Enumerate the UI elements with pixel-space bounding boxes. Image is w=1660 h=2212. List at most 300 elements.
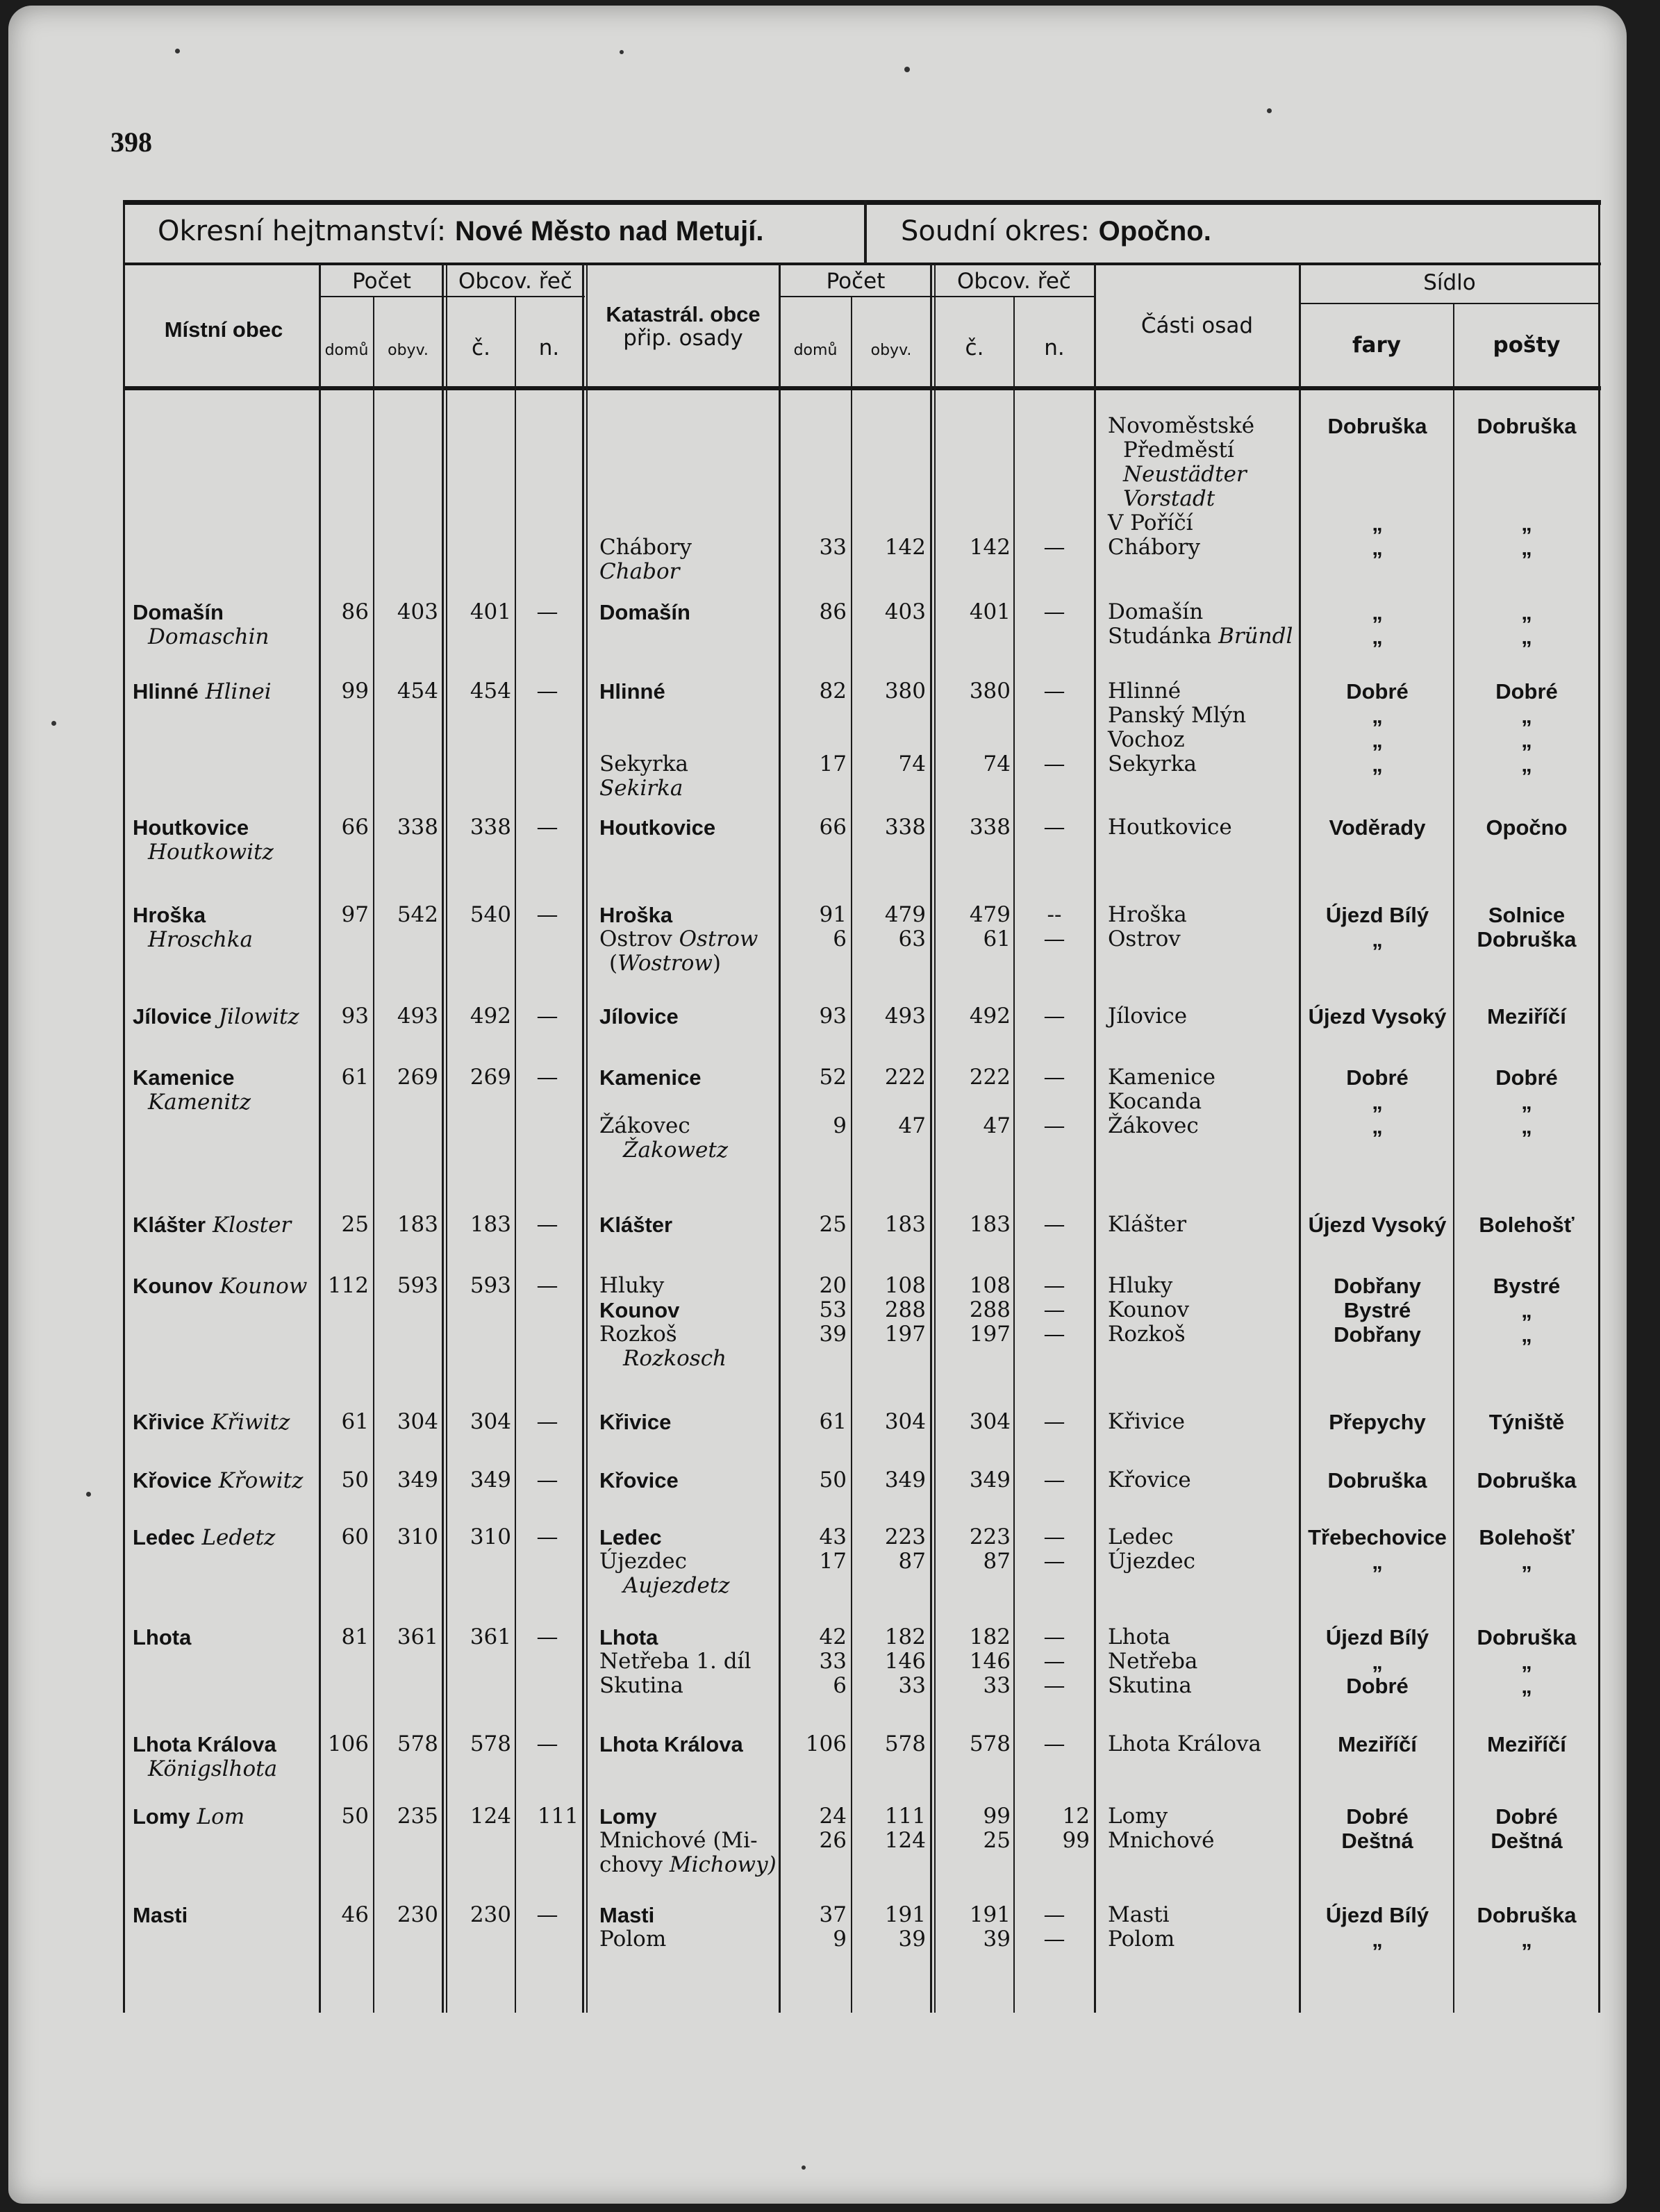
obec-domu: 66: [341, 815, 369, 840]
kat-domu: 42: [819, 1624, 847, 1649]
kat-obyv: 39: [898, 1927, 926, 1952]
kat-obyv: 191: [884, 1902, 926, 1927]
kat-obyv: 222: [884, 1065, 926, 1090]
obec-obyv: 230: [397, 1902, 438, 1927]
col-pocet: Počet: [352, 269, 411, 294]
cast-osady: Kamenice: [1108, 1065, 1215, 1090]
obec-name: [133, 1004, 317, 1029]
sidlo-fara: „: [1372, 600, 1383, 624]
katastral-name: Houtkovice: [599, 815, 716, 840]
obec-domu: 46: [341, 1902, 369, 1927]
col-domu: domů: [324, 342, 369, 359]
sidlo-fara: „: [1372, 1090, 1383, 1114]
sidlo-fara: „: [1372, 1649, 1383, 1674]
kat-domu: 25: [819, 1212, 847, 1237]
katastral-name: Újezdec: [599, 1549, 687, 1574]
kat-c: 380: [969, 679, 1011, 704]
cast-osady: Ledec: [1108, 1524, 1174, 1549]
obec-name: [133, 1410, 317, 1435]
obec-c: 349: [470, 1467, 511, 1492]
obec-cz: Masti: [133, 1903, 188, 1927]
sidlo-fara: Újezd Vysoký: [1308, 1004, 1447, 1029]
kat-c: 33: [983, 1673, 1011, 1698]
sidlo-fara: Přepychy: [1329, 1410, 1426, 1434]
sidlo-posta: Bolehošť: [1479, 1213, 1575, 1237]
sidlo-posta: Dobruška: [1477, 1625, 1577, 1649]
kat-n: —: [1043, 1549, 1065, 1574]
obec-name: [133, 679, 317, 704]
kat-n: —: [1043, 1212, 1065, 1237]
kat-c: 304: [969, 1409, 1011, 1434]
obec-name: [133, 1903, 317, 1928]
cast-osady: Vochoz: [1108, 727, 1185, 752]
sidlo-posta: „: [1521, 511, 1532, 535]
obec-n: —: [536, 1902, 558, 1927]
sidlo-posta: Dobré: [1495, 679, 1558, 704]
obec-cz: Kamenice: [133, 1065, 235, 1090]
cast-osady: Houtkovice: [1108, 815, 1232, 840]
sidlo-fara: Dobré: [1346, 1065, 1409, 1090]
col-mistni-obec: Místní obec: [164, 317, 283, 342]
obec-de: Hroschka: [148, 927, 254, 952]
obec-n: —: [536, 1273, 558, 1298]
obec-obyv: 361: [397, 1624, 438, 1649]
cast-osady: Skutina: [1108, 1673, 1192, 1698]
obec-cz: Houtkovice: [133, 815, 249, 840]
obec-cz: Křovice: [133, 1468, 212, 1492]
obec-cz: Křivice: [133, 1410, 205, 1434]
obec-obyv: 578: [397, 1731, 438, 1756]
obec-domu: 81: [341, 1624, 369, 1649]
kat-domu: 50: [819, 1467, 847, 1492]
col-c: č.: [472, 335, 490, 360]
soud-name: Opočno.: [1098, 216, 1211, 247]
kat-c: 74: [983, 751, 1011, 776]
sidlo-posta: „: [1521, 1298, 1532, 1322]
obec-obyv: 593: [397, 1273, 438, 1298]
kat-domu: 33: [819, 535, 847, 560]
obec-n: —: [536, 599, 558, 624]
sidlo-posta: „: [1521, 1649, 1532, 1674]
obec-de: Jilowitz: [218, 1004, 299, 1029]
obec-name: [133, 1213, 317, 1238]
obec-cz: Lhota: [133, 1625, 192, 1649]
kat-obyv: 183: [884, 1212, 926, 1237]
obec-c: 124: [470, 1804, 511, 1829]
obec-name: [133, 1804, 317, 1829]
obec-n: —: [536, 1467, 558, 1492]
sidlo-posta: Dobruška: [1477, 1903, 1577, 1927]
cast-osady: Panský Mlýn: [1108, 703, 1247, 728]
cast-osady: Domašín: [1108, 599, 1204, 624]
cast-osady: Hroška: [1108, 902, 1187, 927]
kat-n: —: [1043, 815, 1065, 840]
kat-domu: 37: [819, 1902, 847, 1927]
obec-obyv: 269: [397, 1065, 438, 1090]
kat-n: —: [1043, 1624, 1065, 1649]
kat-obyv: 493: [884, 1004, 926, 1029]
obec-n: —: [536, 815, 558, 840]
sidlo-posta: „: [1521, 704, 1532, 728]
cast-osady: V Poříčí: [1108, 510, 1193, 535]
col-obyv: obyv.: [388, 342, 429, 359]
obec-obyv: 304: [397, 1409, 438, 1434]
obec-c: 578: [470, 1731, 511, 1756]
statistics-table: [123, 200, 1601, 2013]
kat-domu: 17: [819, 751, 847, 776]
obec-domu: 99: [341, 679, 369, 704]
obec-c: 540: [470, 902, 511, 927]
kat-c: 146: [969, 1649, 1011, 1674]
obec-de: Houtkowitz: [148, 840, 274, 865]
obec-de: Kamenitz: [148, 1090, 251, 1115]
cast-osady: Žákovec: [1108, 1113, 1199, 1138]
obec-cz: Lhota Králova: [133, 1732, 276, 1756]
sidlo-fara: Třebechovice: [1308, 1525, 1447, 1549]
katastral-name: Chábory Chabor: [599, 535, 692, 584]
kat-obyv: 146: [884, 1649, 926, 1674]
kat-c: 39: [983, 1927, 1011, 1952]
obec-cz: Jílovice: [133, 1004, 212, 1029]
sidlo-fara: Újezd Bílý: [1325, 903, 1429, 927]
sidlo-posta: Týniště: [1488, 1410, 1565, 1434]
katastral-name: Křivice: [599, 1410, 672, 1434]
katastral-name: Ostrov Ostrow: [599, 926, 758, 951]
sidlo-fara: „: [1372, 624, 1383, 649]
obec-obyv: 542: [397, 902, 438, 927]
col-obcov-rec-2: Obcov. řeč: [957, 269, 1071, 294]
kat-obyv: 124: [884, 1828, 926, 1853]
obec-obyv: 338: [397, 815, 438, 840]
sidlo-fara: Dobruška: [1327, 414, 1427, 438]
obec-domu: 61: [341, 1409, 369, 1434]
scanned-page: [8, 6, 1627, 2204]
kat-domu: 6: [833, 926, 847, 951]
sidlo-fara: Voděrady: [1329, 815, 1426, 840]
cast-osady: Neustädter: [1123, 462, 1247, 487]
sidlo-fara: „: [1372, 1927, 1383, 1952]
col-prip-osady: přip. osady: [623, 326, 743, 351]
kat-domu: 52: [819, 1065, 847, 1090]
sidlo-fara: Újezd Vysoký: [1308, 1213, 1447, 1237]
sidlo-posta: „: [1521, 1549, 1532, 1574]
katastral-name: Klášter: [599, 1213, 673, 1237]
obec-n: —: [536, 1624, 558, 1649]
sidlo-posta: „: [1521, 624, 1532, 649]
kat-c: 183: [969, 1212, 1011, 1237]
col-katastral: Katastrál. obce: [606, 302, 761, 326]
kat-c: 191: [969, 1902, 1011, 1927]
obec-de: Hlinei: [205, 679, 272, 704]
obec-cz: Lomy: [133, 1804, 190, 1829]
kat-n: —: [1043, 926, 1065, 951]
sidlo-fara: „: [1372, 728, 1383, 752]
col-casti-osad: Části osad: [1140, 313, 1254, 338]
kat-n: —: [1043, 679, 1065, 704]
katastral-name: Netřeba 1. díl: [599, 1649, 752, 1674]
obec-name: [133, 600, 317, 649]
obec-n: —: [536, 1004, 558, 1029]
obec-domu: 106: [327, 1731, 369, 1756]
obec-n: —: [536, 1212, 558, 1237]
sidlo-fara: Dobřany: [1334, 1274, 1421, 1298]
kat-domu: 53: [819, 1297, 847, 1322]
obec-cz: Ledec: [133, 1525, 195, 1549]
col-pocet-2: Počet: [826, 269, 886, 294]
kat-domu: 91: [819, 902, 847, 927]
cast-osady: Kounov: [1108, 1297, 1190, 1322]
obec-c: 230: [470, 1902, 511, 1927]
obec-cz: Domašín: [133, 600, 224, 624]
sidlo-fara: Dobré: [1346, 679, 1409, 704]
kat-domu: 20: [819, 1273, 847, 1298]
sidlo-posta: Dobré: [1495, 1804, 1558, 1829]
obec-name: [133, 815, 317, 865]
kat-c: 401: [969, 599, 1011, 624]
sidlo-posta: „: [1521, 1090, 1532, 1114]
sidlo-fara: Újezd Bílý: [1325, 1903, 1429, 1927]
obec-domu: 93: [341, 1004, 369, 1029]
sidlo-posta: Dobruška: [1477, 1468, 1577, 1492]
kat-obyv: 108: [884, 1273, 926, 1298]
sidlo-fara: „: [1372, 752, 1383, 776]
kat-n: —: [1043, 599, 1065, 624]
kat-n: —: [1043, 1409, 1065, 1434]
obec-cz: Klášter: [133, 1213, 206, 1237]
soud-label: Soudní okres: Opočno.: [901, 215, 1211, 247]
obec-name: [133, 1732, 317, 1781]
kat-c: 99: [983, 1804, 1011, 1829]
kat-n: —: [1043, 1673, 1065, 1698]
katastral-name: Ledec: [599, 1525, 662, 1549]
obec-name: [133, 1625, 317, 1650]
kat-c: 223: [969, 1524, 1011, 1549]
obec-de: Křowitz: [218, 1468, 304, 1493]
katastral-name: Lhota Králova: [599, 1732, 743, 1756]
cast-osady: Jílovice: [1108, 1004, 1188, 1029]
sidlo-posta: Deštná: [1491, 1829, 1563, 1853]
katastral-name: Masti: [599, 1903, 655, 1927]
kat-c: 222: [969, 1065, 1011, 1090]
obec-c: 401: [470, 599, 511, 624]
kat-obyv: 182: [884, 1624, 926, 1649]
cast-osady: Ostrov: [1108, 926, 1181, 951]
katastral-name: (Wostrow): [609, 951, 722, 976]
obec-obyv: 235: [397, 1804, 438, 1829]
col-domu-2: domů: [793, 342, 838, 359]
okres-name: Nové Město nad Metují.: [454, 216, 764, 247]
kat-obyv: 304: [884, 1409, 926, 1434]
sidlo-posta: „: [1521, 728, 1532, 752]
kat-domu: 82: [819, 679, 847, 704]
kat-domu: 93: [819, 1004, 847, 1029]
kat-n: —: [1043, 1902, 1065, 1927]
cast-osady: Hluky: [1108, 1273, 1173, 1298]
kat-obyv: 288: [884, 1297, 926, 1322]
kat-c: 142: [969, 535, 1011, 560]
kat-obyv: 403: [884, 599, 926, 624]
kat-n: —: [1043, 1113, 1065, 1138]
sidlo-fara: Deštná: [1341, 1829, 1413, 1853]
kat-obyv: 74: [898, 751, 926, 776]
kat-n: —: [1043, 1065, 1065, 1090]
kat-obyv: 111: [884, 1804, 926, 1829]
obec-de: Domaschin: [148, 624, 269, 649]
obec-domu: 50: [341, 1804, 369, 1829]
kat-domu: 24: [819, 1804, 847, 1829]
kat-domu: 9: [833, 1113, 847, 1138]
col-posty: pošty: [1493, 333, 1561, 358]
sidlo-fara: Dobruška: [1327, 1468, 1427, 1492]
kat-domu: 106: [805, 1731, 847, 1756]
kat-obyv: 33: [898, 1673, 926, 1698]
obec-name: [133, 1065, 317, 1115]
kat-domu: 17: [819, 1549, 847, 1574]
obec-c: 183: [470, 1212, 511, 1237]
cast-osady: Polom: [1108, 1927, 1175, 1952]
cast-osady: Novoměstské: [1108, 413, 1255, 438]
sidlo-posta: Bystré: [1493, 1274, 1561, 1298]
obec-obyv: 403: [397, 599, 438, 624]
kat-c: 61: [983, 926, 1011, 951]
katastral-name: Žakowetz: [623, 1138, 729, 1163]
col-obyv-2: obyv.: [870, 342, 912, 359]
kat-n: —: [1043, 1927, 1065, 1952]
cast-osady: Mnichové: [1108, 1828, 1215, 1853]
obec-domu: 86: [341, 599, 369, 624]
obec-cz: Hlinné: [133, 679, 199, 704]
kat-c: 25: [983, 1828, 1011, 1853]
kat-obyv: 578: [884, 1731, 926, 1756]
cast-osady: Újezdec: [1108, 1549, 1195, 1574]
kat-obyv: 349: [884, 1467, 926, 1492]
kat-domu: 86: [819, 599, 847, 624]
obec-obyv: 349: [397, 1467, 438, 1492]
obec-de: Königslhota: [148, 1756, 278, 1781]
cast-osady: Chábory: [1108, 535, 1201, 560]
kat-domu: 61: [819, 1409, 847, 1434]
cast-osady: Studánka Bründl: [1108, 624, 1293, 649]
cast-osady: Lhota Králova: [1108, 1731, 1262, 1756]
obec-name: [133, 1468, 317, 1493]
katastral-name: Křovice: [599, 1468, 679, 1492]
kat-n: —: [1043, 535, 1065, 560]
obec-domu: 60: [341, 1524, 369, 1549]
sidlo-posta: Opočno: [1486, 815, 1568, 840]
cast-osady: Hlinné: [1108, 679, 1181, 704]
katastral-name: Skutina: [599, 1673, 683, 1698]
col-n-2: n.: [1044, 335, 1065, 360]
katastral-name: Hlinné: [599, 679, 665, 704]
katastral-name: Hroška: [599, 903, 673, 927]
sidlo-posta: Dobruška: [1477, 414, 1577, 438]
katastral-name: Mnichové (Mi-: [599, 1828, 758, 1853]
cast-osady: Křivice: [1108, 1409, 1186, 1434]
kat-n: 12: [1062, 1804, 1090, 1829]
cast-osady: Lomy: [1108, 1804, 1168, 1829]
kat-n: —: [1043, 1524, 1065, 1549]
obec-c: 269: [470, 1065, 511, 1090]
kat-obyv: 380: [884, 679, 926, 704]
obec-n: —: [536, 1731, 558, 1756]
sidlo-posta: Dobruška: [1477, 927, 1577, 951]
kat-obyv: 87: [898, 1549, 926, 1574]
katastral-name: Lhota: [599, 1625, 658, 1649]
obec-obyv: 493: [397, 1004, 438, 1029]
katastral-name: Lomy: [599, 1804, 657, 1829]
obec-n: —: [536, 679, 558, 704]
kat-n: 99: [1062, 1828, 1090, 1853]
kat-c: 349: [969, 1467, 1011, 1492]
kat-c: 197: [969, 1322, 1011, 1347]
sidlo-posta: Meziříčí: [1487, 1732, 1566, 1756]
obec-name: [133, 1274, 317, 1299]
katastral-name: Jílovice: [599, 1004, 679, 1029]
kat-obyv: 142: [884, 535, 926, 560]
sidlo-posta: „: [1521, 1927, 1532, 1952]
kat-obyv: 63: [898, 926, 926, 951]
obec-cz: Hroška: [133, 903, 206, 927]
cast-osady: Masti: [1108, 1902, 1170, 1927]
cast-osady: Kocanda: [1108, 1089, 1202, 1114]
cast-osady: Předměstí: [1123, 438, 1234, 463]
katastral-name: Sekyrka Sekirka: [599, 751, 688, 801]
col-sidlo: Sídlo: [1423, 270, 1476, 295]
sidlo-posta: Meziříčí: [1487, 1004, 1566, 1029]
obec-obyv: 454: [397, 679, 438, 704]
sidlo-fara: Dobré: [1346, 1804, 1409, 1829]
kat-domu: 39: [819, 1322, 847, 1347]
col-c-2: č.: [965, 335, 984, 360]
cast-osady: Křovice: [1108, 1467, 1191, 1492]
kat-domu: 66: [819, 815, 847, 840]
sidlo-fara: „: [1372, 1114, 1383, 1138]
katastral-name: Kamenice: [599, 1065, 702, 1090]
kat-n: —: [1043, 1731, 1065, 1756]
sidlo-fara: Meziříčí: [1338, 1732, 1417, 1756]
kat-obyv: 479: [884, 902, 926, 927]
obec-obyv: 310: [397, 1524, 438, 1549]
kat-n: —: [1043, 1273, 1065, 1298]
col-fary: fary: [1352, 333, 1401, 358]
cast-osady: Rozkoš: [1108, 1322, 1186, 1347]
sidlo-fara: „: [1372, 704, 1383, 728]
obec-c: 310: [470, 1524, 511, 1549]
kat-c: 492: [969, 1004, 1011, 1029]
cast-osady: Lhota: [1108, 1624, 1171, 1649]
sidlo-fara: „: [1372, 535, 1383, 560]
kat-obyv: 47: [898, 1113, 926, 1138]
kat-n: —: [1043, 751, 1065, 776]
obec-n: —: [536, 1065, 558, 1090]
katastral-name: Domašín: [599, 600, 690, 624]
kat-obyv: 223: [884, 1524, 926, 1549]
kat-c: 288: [969, 1297, 1011, 1322]
katastral-name: Polom: [599, 1927, 667, 1952]
obec-de: Lom: [197, 1804, 245, 1829]
page-number: 398: [110, 126, 152, 158]
kat-c: 47: [983, 1113, 1011, 1138]
obec-domu: 50: [341, 1467, 369, 1492]
obec-domu: 61: [341, 1065, 369, 1090]
sidlo-posta: „: [1521, 600, 1532, 624]
cast-osady: Vorstadt: [1123, 486, 1215, 511]
sidlo-fara: Dobré: [1346, 1674, 1409, 1698]
obec-domu: 25: [341, 1212, 369, 1237]
sidlo-fara: Bystré: [1343, 1298, 1411, 1322]
sidlo-fara: „: [1372, 511, 1383, 535]
kat-domu: 43: [819, 1524, 847, 1549]
